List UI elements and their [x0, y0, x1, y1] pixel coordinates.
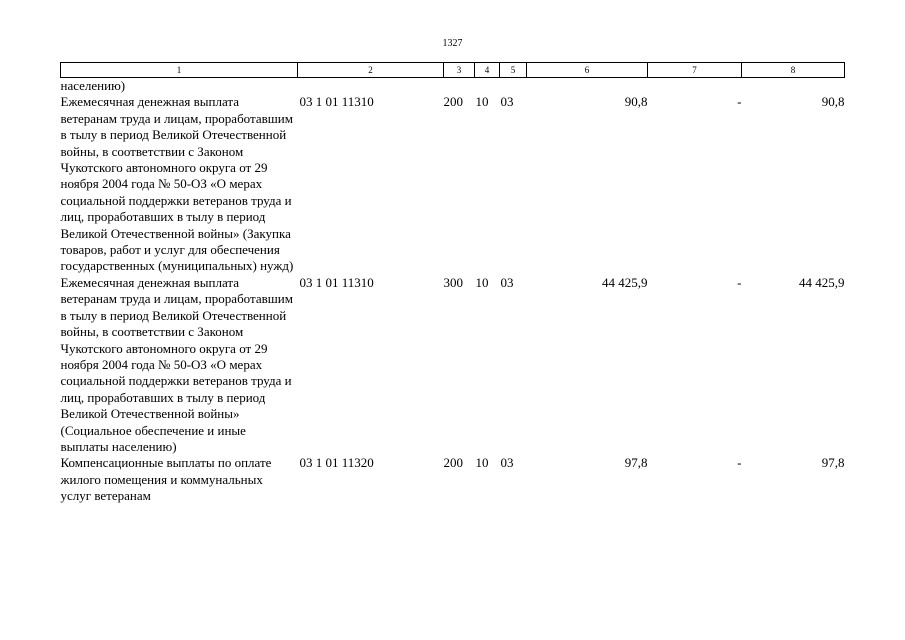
budget-table: [60, 62, 845, 505]
table-row: [61, 455, 845, 504]
row-target-code: 03 1 01 11310: [299, 274, 374, 290]
row-expense-type: 200: [443, 94, 463, 110]
row-target-code: 03 1 01 11320: [299, 455, 374, 471]
row-total: 44 425,9: [799, 274, 845, 290]
table-row: [61, 94, 845, 274]
header-col-3: 3: [444, 63, 475, 78]
row-subsection: 03: [500, 455, 514, 471]
header-col-5: 5: [500, 63, 527, 78]
continuation-text: населению): [60, 78, 126, 93]
table-header: [61, 63, 845, 78]
row-section: 10: [475, 94, 489, 110]
row-change: -: [737, 455, 742, 471]
row-subsection: 03: [500, 94, 514, 110]
row-name: Ежемесячная денежная выплата ветеранам труда и лицам, проработавшим в тылу в период Великой Отечественной войны, в соответствии с Законом Чукотского автономного округа от 29 ноября 2004 года № 50-ОЗ «О мерах социальной поддержки ветеранов труда и лиц, проработавших в тылу в период Великой Отечественной войны» (Социальное обеспечение и иные выплаты населению): [60, 274, 293, 454]
header-col-2: 2: [298, 63, 444, 78]
row-subsection: 03: [500, 274, 514, 290]
header-col-4: 4: [475, 63, 500, 78]
row-amount: 44 425,9: [602, 274, 648, 290]
header-row: [61, 63, 845, 78]
row-expense-type: 300: [443, 274, 463, 290]
header-col-6: 6: [527, 63, 648, 78]
continuation-row: [61, 78, 845, 95]
row-total: 97,8: [821, 455, 845, 471]
header-col-1: 1: [61, 63, 298, 78]
header-col-7: 7: [648, 63, 742, 78]
row-section: 10: [475, 455, 489, 471]
row-name: Компенсационные выплаты по оплате жилого помещения и коммунальных услуг ветеранам: [60, 455, 272, 504]
row-amount: 90,8: [624, 94, 648, 110]
row-target-code: 03 1 01 11310: [299, 94, 374, 110]
table-body: [61, 78, 845, 505]
row-total: 90,8: [821, 94, 845, 110]
row-change: -: [737, 274, 742, 290]
row-expense-type: 200: [443, 455, 463, 471]
row-section: 10: [475, 274, 489, 290]
row-name: Ежемесячная денежная выплата ветеранам труда и лицам, проработавшим в тылу в период Великой Отечественной войны, в соответствии с Законом Чукотского автономного округа от 29 ноября 2004 года № 50-ОЗ «О мерах социальной поддержки ветеранов труда и лиц, проработавших в тылу в период Великой Отечественной войны» (Закупка товаров, работ и услуг для обеспечения государственных (муниципальных) нужд): [60, 94, 294, 274]
table-row: [61, 275, 845, 455]
header-col-8: 8: [742, 63, 845, 78]
row-change: -: [737, 94, 742, 110]
row-amount: 97,8: [624, 455, 648, 471]
page-number: 1327: [442, 38, 463, 49]
